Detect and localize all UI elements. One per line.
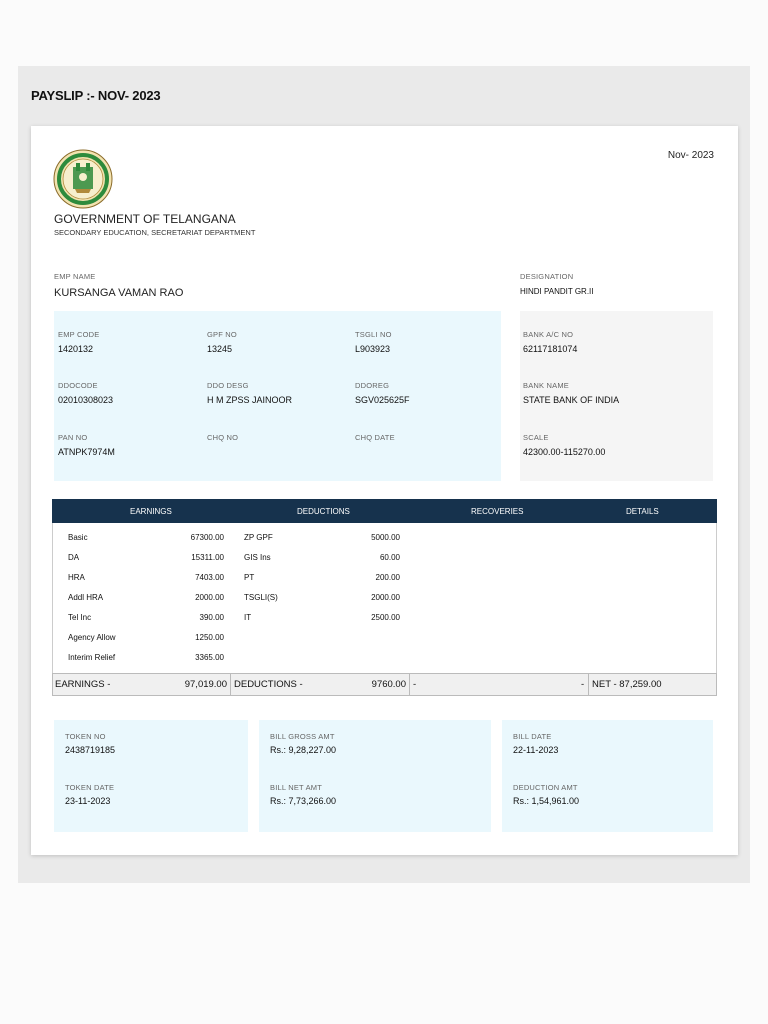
- bill-date-panel: [502, 720, 713, 832]
- chq-date-label: CHQ DATE: [355, 433, 395, 442]
- bank-name: STATE BANK OF INDIA: [523, 395, 620, 405]
- deduction-amt-label: DEDUCTION AMT: [513, 783, 578, 792]
- table-row: [53, 527, 716, 547]
- table-header: [52, 499, 717, 523]
- bank-name-label: BANK NAME: [523, 381, 569, 390]
- tsgli-no: L903923: [355, 344, 391, 354]
- deduction-value: 5000.00: [371, 533, 400, 542]
- earning-label: HRA: [68, 573, 85, 582]
- bank-ac-label: BANK A/C NO: [523, 330, 574, 339]
- pan-label: PAN NO: [58, 433, 88, 442]
- org-department: SECONDARY EDUCATION, SECRETARIAT DEPARTMENT: [54, 228, 256, 237]
- deduction-label: IT: [244, 613, 252, 622]
- net-pay: NET - 87,259.00: [592, 679, 662, 690]
- emp-name: KURSANGA VAMAN RAO: [54, 287, 184, 299]
- deduction-label: ZP GPF: [244, 533, 273, 542]
- emp-name-label: EMP NAME: [54, 272, 96, 281]
- bank-ac-no: 62117181074: [523, 344, 578, 354]
- header-earnings: EARNINGS: [130, 507, 172, 516]
- deduction-value: 2000.00: [371, 593, 400, 602]
- bill-gross-label: BILL GROSS AMT: [270, 732, 335, 741]
- token-date-label: TOKEN DATE: [65, 783, 115, 792]
- earning-value: 2000.00: [195, 593, 224, 602]
- earning-label: Addl HRA: [68, 593, 104, 602]
- token-no: 2438719185: [65, 745, 116, 755]
- earning-label: Tel Inc: [68, 613, 92, 622]
- total-earnings: 97,019.00: [184, 679, 227, 690]
- deduction-label: TSGLI(S): [244, 593, 278, 602]
- ddocode-label: DDOCODE: [58, 381, 98, 390]
- ddodesg: H M ZPSS JAINOOR: [207, 395, 293, 405]
- designation-label: DESIGNATION: [520, 272, 574, 281]
- page-title: PAYSLIP :- NOV- 2023: [31, 88, 161, 103]
- pan-no: ATNPK7974M: [58, 447, 115, 457]
- pay-period: Nov- 2023: [667, 150, 714, 161]
- earning-value: 390.00: [199, 613, 224, 622]
- table-row: [53, 587, 716, 607]
- earning-value: 3365.00: [195, 653, 224, 662]
- earning-label: Interim Relief: [68, 653, 116, 662]
- gpf-no: 13245: [207, 344, 233, 354]
- earning-label: DA: [68, 553, 80, 562]
- ddocode: 02010308023: [58, 395, 114, 405]
- earning-value: 67300.00: [190, 533, 224, 542]
- bill-net-amt: Rs.: 7,73,266.00: [270, 796, 337, 806]
- deduction-value: 2500.00: [371, 613, 400, 622]
- bill-date: 22-11-2023: [513, 745, 559, 755]
- table-row: [53, 647, 716, 667]
- header-details: DETAILS: [626, 507, 659, 516]
- total-earnings-label: EARNINGS -: [55, 679, 111, 690]
- token-date: 23-11-2023: [65, 796, 111, 806]
- earning-label: Basic: [68, 533, 88, 542]
- token-no-label: TOKEN NO: [65, 732, 106, 741]
- ddodesg-label: DDO DESG: [207, 381, 249, 390]
- token-panel: [54, 720, 248, 832]
- telangana-emblem-icon: [53, 149, 113, 209]
- earning-label: Agency Allow: [68, 633, 116, 642]
- table-totals-row: [52, 673, 717, 696]
- bill-amount-panel: [259, 720, 491, 832]
- table-row: [53, 607, 716, 627]
- bill-date-label: BILL DATE: [513, 732, 552, 741]
- payslip-container: [18, 66, 750, 883]
- deduction-label: GIS Ins: [244, 553, 271, 562]
- scale-label: SCALE: [523, 433, 549, 442]
- gpf-label: GPF NO: [207, 330, 237, 339]
- table-row: [53, 547, 716, 567]
- earning-value: 7403.00: [195, 573, 224, 582]
- header-deductions: DEDUCTIONS: [297, 507, 350, 516]
- deduction-value: 60.00: [379, 553, 400, 562]
- table-body: [52, 523, 717, 673]
- bill-net-label: BILL NET AMT: [270, 783, 322, 792]
- recoveries-right: -: [581, 679, 585, 690]
- bank-details-panel: [520, 311, 713, 481]
- payslip-card: [31, 126, 738, 855]
- total-deductions: 9760.00: [371, 679, 406, 690]
- designation: HINDI PANDIT GR.II: [520, 287, 594, 296]
- earning-value: 15311.00: [191, 553, 224, 562]
- bill-gross-amt: Rs.: 9,28,227.00: [270, 745, 337, 755]
- tsgli-label: TSGLI NO: [355, 330, 392, 339]
- deduction-label: PT: [244, 573, 255, 582]
- org-name: GOVERNMENT OF TELANGANA: [54, 212, 236, 226]
- ddoreg: SGV025625F: [355, 395, 410, 405]
- deduction-amt: Rs.: 1,54,961.00: [513, 796, 580, 806]
- recoveries-left: -: [413, 679, 417, 690]
- total-deductions-label: DEDUCTIONS -: [234, 679, 303, 690]
- header-recoveries: RECOVERIES: [471, 507, 524, 516]
- ddoreg-label: DDOREG: [355, 381, 390, 390]
- deduction-value: 200.00: [375, 573, 400, 582]
- earning-value: 1250.00: [195, 633, 224, 642]
- emp-code-label: EMP CODE: [58, 330, 100, 339]
- emp-code: 1420132: [58, 344, 94, 354]
- chq-no-label: CHQ NO: [207, 433, 239, 442]
- table-row: [53, 627, 716, 647]
- employee-details-panel: [54, 311, 501, 481]
- earnings-deductions-table: [52, 499, 717, 696]
- table-row: [53, 567, 716, 587]
- pay-scale: 42300.00-115270.00: [523, 447, 606, 457]
